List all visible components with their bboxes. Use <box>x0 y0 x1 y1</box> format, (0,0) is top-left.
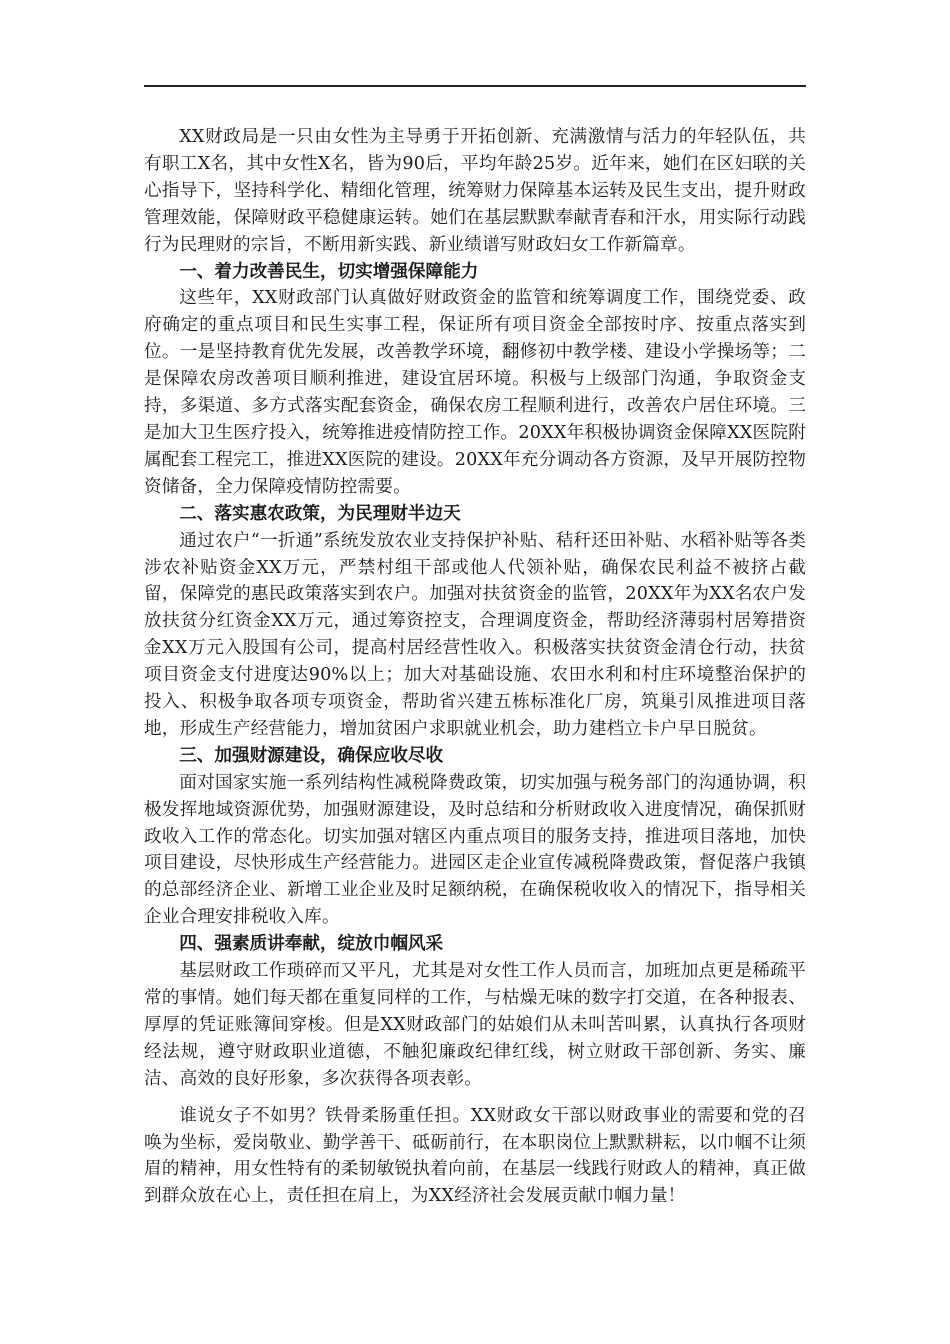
intro-paragraph: XX财政局是一只由女性为主导勇于开拓创新、充满激情与活力的年轻队伍，共有职工X名，其中女性X名，皆为90后，平均年龄25岁。近年来，她们在区妇联的关心指导下，坚持科学化、精细化管理，统筹财力保障基本运转及民生支出，提升财政管理效能，保障财政平稳健康运转。她们在基层默默奉献青春和汗水，用实际行动践行为民理财的宗旨，不断用新实践、新业绩谱写财政妇女工作新篇章。 <box>144 127 806 255</box>
header-rule <box>144 85 806 87</box>
section-heading-4: 四、强素质讲奉献，绽放巾帼风采 <box>179 933 444 955</box>
section-3-paragraph: 面对国家实施一系列结构性减税降费政策，切实加强与税务部门的沟通协调，积极发挥地域资源优势，加强财源建设，及时总结和分析财政收入进度情况，确保抓财政收入工作的常态化。切实加强对辖区内重点项目的服务支持，推进项目落地，加快项目建设，尽快形成生产经营能力。进园区走企业宣传减税降费政策，督促落户我镇的总部经济企业、新增工业企业及时足额纳税，在确保税收收入的情况下，指导相关企业合理安排税收入库。 <box>144 772 806 928</box>
section-heading-3: 三、加强财源建设，确保应收尽收 <box>179 744 444 766</box>
closing-paragraph: 谁说女子不如男？铁骨柔肠重任担。XX财政女干部以财政事业的需要和党的召唤为坐标，爱岗敬业、勤学善干、砥砺前行，在本职岗位上默默耕耘，以巾帼不让须眉的精神，用女性特有的柔韧敏锐执着向前，在基层一线践行财政人的精神，真正做到群众放在心上，责任担在肩上，为XX经济社会发展贡献巾帼力量！ <box>144 1105 806 1207</box>
document-body <box>144 124 806 1210</box>
section-heading-2: 二、落实惠农政策，为民理财半边天 <box>179 502 461 524</box>
section-4-paragraph: 基层财政工作琐碎而又平凡，尤其是对女性工作人员而言，加班加点更是稀疏平常的事情。她们每天都在重复同样的工作，与枯燥无味的数字打交道，在各种报表、厚厚的凭证账簿间穿梭。但是XX财政部门的姑娘们从未叫苦叫累，认真执行各项财经法规，遵守财政职业道德，不触犯廉政纪律红线，树立财政干部创新、务实、廉洁、高效的良好形象，多次获得各项表彰。 <box>144 961 806 1089</box>
section-2-paragraph: 通过农户“一折通”系统发放农业支持保护补贴、秸秆还田补贴、水稻补贴等各类涉农补贴资金XX万元，严禁村组干部或他人代领补贴，确保农民利益不被挤占截留，保障党的惠民政策落实到农户。加强对扶贫资金的监管，20XX年为XX名农户发放扶贫分红资金XX万元，通过筹资控支，合理调度资金，帮助经济薄弱村居筹措资金XX万元入股国有公司，提高村居经营性收入。积极落实扶贫资金清仓行动，扶贫项目资金支付进度达90%以上；加大对基础设施、农田水利和村庄环境整治保护的投入、积极争取各项专项资金，帮助省兴建五栋标准化厂房，筑巢引凤推进项目落地，形成生产经营能力，增加贫困户求职就业机会，助力建档立卡户早日脱贫。 <box>144 530 806 739</box>
section-heading-1: 一、着力改善民生，切实增强保障能力 <box>179 260 479 282</box>
section-1-paragraph: 这些年，XX财政部门认真做好财政资金的监管和统筹调度工作，围绕党委、政府确定的重点项目和民生实事工程，保证所有项目资金全部按时序、按重点落实到位。一是坚持教育优先发展，改善教学环境，翻修初中教学楼、建设小学操场等；二是保障农房改善项目顺利推进，建设宜居环境。积极与上级部门沟通，争取资金支持，多渠道、多方式落实配套资金，确保农房工程顺利进行，改善农户居住环境。三是加大卫生医疗投入，统筹推进疫情防控工作。20XX年积极协调资金保障XX医院附属配套工程完工，推进XX医院的建设。20XX年充分调动各方资源，及早开展防控物资储备，全力保障疫情防控需要。 <box>144 288 806 497</box>
